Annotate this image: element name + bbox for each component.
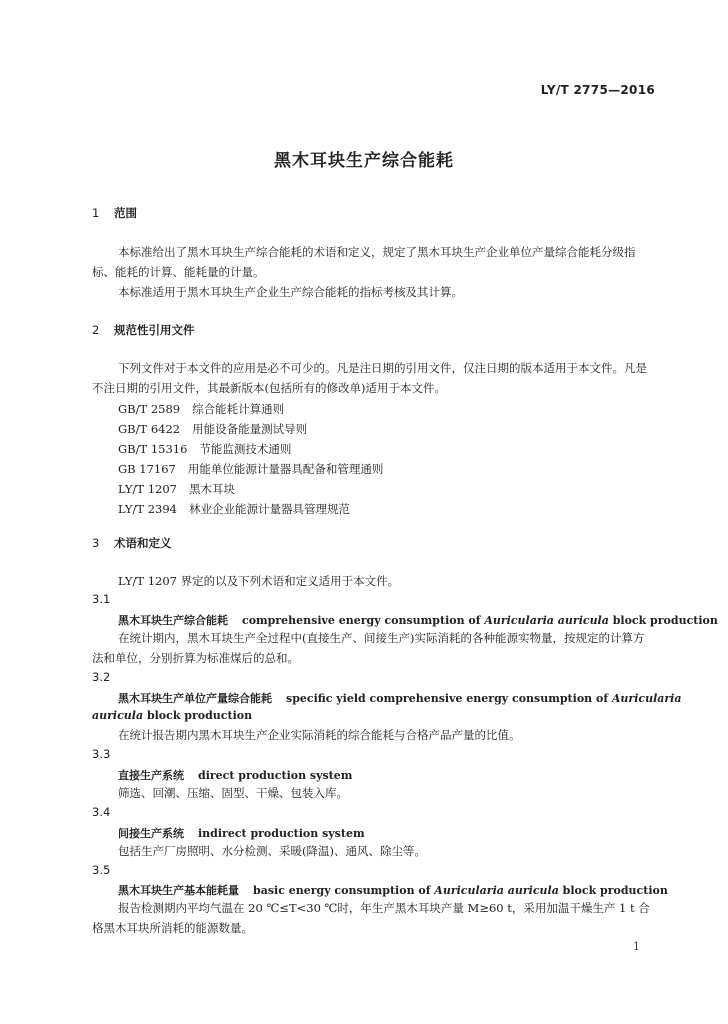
term-chinese: 黑木耳块生产综合能耗 [118,614,228,627]
section-3-title: 术语和定义 [114,536,172,550]
reference-item [118,481,235,497]
standard-code: LY/T 2775—2016 [540,83,655,97]
term-definition: 包括生产厂房照明、水分检测、采暖(降温)、通风、除尘等。 [118,844,426,858]
section-1-number: 1 [92,206,100,220]
section-3-number: 3 [92,536,100,550]
reference-code: GB 17167 [118,462,176,476]
term-chinese: 间接生产系统 [118,827,184,840]
term-number: 3.5 [92,863,111,877]
section-2-paragraph-1: 下列文件对于本文件的应用是必不可少的。凡是注日期的引用文件，仅注日期的版本适用于本文件。凡是不注日期的引用文件，其最新版本(包括所有的修改单)适用于本文件。 [92,361,647,395]
term-number: 3.2 [92,670,111,684]
term-heading [118,767,352,783]
term-chinese: 黑木耳块生产单位产量综合能耗 [118,692,272,705]
term-english: direct production system [198,769,353,782]
reference-title: 用能单位能源计量器具配备和管理通则 [187,462,384,476]
reference-title: 林业企业能源计量器具管理规范 [188,502,350,516]
term-definition: 在统计报告期内黑木耳块生产企业实际消耗的综合能耗与合格产品产量的比值。 [118,728,521,742]
reference-item [118,401,284,417]
reference-title: 综合能耗计算通则 [192,402,285,416]
section-3-intro: LY/T 1207 界定的以及下列术语和定义适用于本文件。 [118,574,400,588]
section-2-heading [92,322,195,338]
reference-item [118,461,383,477]
term-english: specific yield comprehensive energy consumption of Auricularia [286,692,682,705]
reference-code: GB/T 15316 [118,442,188,456]
section-3-heading [92,535,172,551]
term-english: comprehensive energy consumption of Auricularia auricula block production [242,614,718,627]
term-number: 3.4 [92,805,111,819]
reference-title: 黑木耳块 [188,482,235,496]
term-heading [118,882,668,898]
term-number: 3.3 [92,747,111,761]
term-heading-continuation: auricula block production [92,709,253,722]
term-number: 3.1 [92,592,111,606]
reference-title: 用能设备能量测试导则 [192,422,308,436]
term-heading [118,825,365,841]
term-english: basic energy consumption of Auricularia auricula block production [253,884,668,897]
term-definition: 筛选、回潮、压缩、固型、干燥、包装入库。 [118,786,348,800]
term-definition: 报告检测期内平均气温在 20 ℃≤T<30 ℃时，年生产黑木耳块产量 M≥60 t，采用加温干燥生产 1 t 合格黑木耳块所消耗的能源数量。 [92,901,650,935]
reference-code: LY/T 1207 [118,482,177,496]
section-1-paragraph-1: 本标准给出了黑木耳块生产综合能耗的术语和定义，规定了黑木耳块生产企业单位产量综合能耗分级指标、能耗的计算、能耗量的计量。 [92,245,636,279]
term-chinese: 直接生产系统 [118,769,184,782]
reference-title: 节能监测技术通则 [199,442,292,456]
term-english: indirect production system [198,827,365,840]
reference-item [118,421,307,437]
reference-code: GB/T 2589 [118,402,181,416]
section-2-number: 2 [92,323,100,337]
term-heading [118,612,718,628]
reference-item [118,501,350,517]
page-number: 1 [633,940,640,953]
reference-code: LY/T 2394 [118,502,177,516]
section-1-heading [92,205,137,221]
section-1-paragraph-2: 本标准适用于黑木耳块生产企业生产综合能耗的指标考核及其计算。 [118,285,463,299]
term-chinese: 黑木耳块生产基本能耗量 [118,884,239,897]
section-1-title: 范围 [114,206,137,220]
document-title: 黑木耳块生产综合能耗 [274,151,454,171]
reference-code: GB/T 6422 [118,422,181,436]
section-2-title: 规范性引用文件 [114,323,195,337]
term-definition: 在统计期内，黑木耳块生产全过程中(直接生产、间接生产)实际消耗的各种能源实物量，按规定的计算方法和单位，分别折算为标准煤后的总和。 [92,631,645,665]
reference-item [118,441,291,457]
term-heading [118,690,681,706]
